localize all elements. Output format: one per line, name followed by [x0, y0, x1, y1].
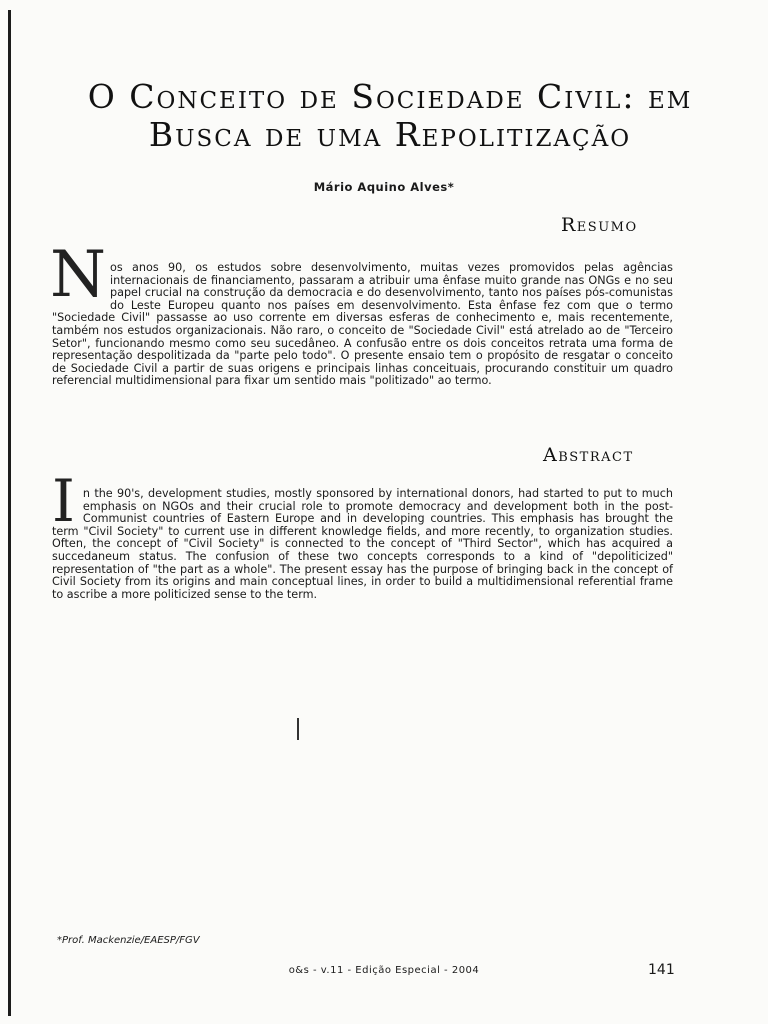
abstract-dropcap: I — [52, 467, 75, 535]
abstract-heading: Abstract — [543, 444, 634, 466]
abstract-text: n the 90's, development studies, mostly sponsored by international donors, had started to put to much emphasis on NGOs and their crucial role to promote democracy and development both in the post-Communist countries of Eastern Europe and in developing countries. This emphasis has brought the term "Civil Society" to current use in different knowledge fields, and more recently, to organization studies. Often, the concept of "Civil Society" is connected to the concept of "Third Sector", which has acquired a succedaneum status. The confusion of these two concepts corresponds to a kind of "depoliticized" representation of "the part as a whole". The present essay has the purpose of bringing back in the concept of Civil Society from its origins and main conceptual lines, in order to build a multidimensional referential frame to ascribe a more politicized sense to the term. — [52, 487, 673, 601]
resumo-dropcap: N — [50, 238, 106, 312]
author-name: Mário Aquino Alves* — [313, 180, 455, 194]
journal-footer: o&s - v.11 - Edição Especial - 2004 — [288, 965, 480, 976]
article-title: O Conceito de Sociedade Civil: em Busca de uma Repolitização — [87, 77, 693, 154]
resumo-paragraph — [50, 238, 673, 388]
author-footnote: *Prof. Mackenzie/EAESP/FGV — [57, 935, 200, 946]
resumo-heading: Resumo — [561, 214, 638, 236]
resumo-text: os anos 90, os estudos sobre desenvolvimento, muitas vezes promovidos pelas agências internacionais de financiamento, passaram a atribuir uma ênfase muito grande nas ONGs e no seu papel crucial na construção da democracia e do desenvolvimento, tanto nos países pós-comunistas do Leste Europeu quanto nos países em desenvolvimento. Esta ênfase fez com que o termo "Sociedade Civil" passasse ao uso corrente em diversas esferas de conhecimento e, mais recentemente, também nos estudos organizacionais. Não raro, o conceito de "Sociedade Civil" está atrelado ao de "Terceiro Setor", funcionando mesmo como seu sucedâneo. A confusão entre os dois conceitos retrata uma forma de representação despolitizada da "parte pelo todo". O presente ensaio tem o propósito de resgatar o conceito de Sociedade Civil a partir de suas origens e principais linhas conceituais, procurando constituir um quadro referencial multidimensional para fixar um sentido mais "politizado" ao termo. — [52, 261, 673, 388]
scan-edge-line — [8, 10, 11, 1016]
scan-smudge-mark — [297, 718, 299, 740]
abstract-paragraph — [52, 467, 673, 601]
page-number: 141 — [648, 962, 675, 978]
